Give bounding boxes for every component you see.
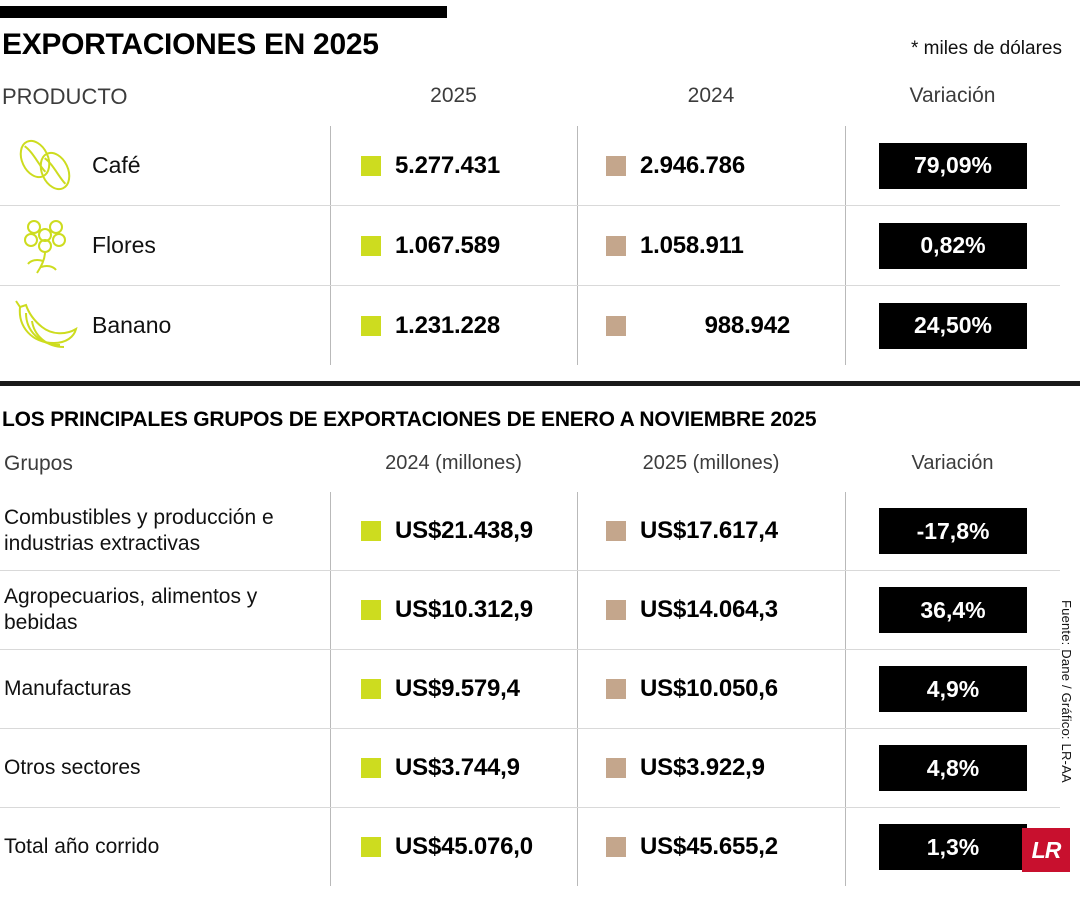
group-name: Manufacturas bbox=[4, 677, 132, 701]
status-badge: 1,3% bbox=[879, 824, 1027, 870]
value-2025: US$10.050,6 bbox=[640, 675, 778, 702]
legend-swatch-2025-icon bbox=[606, 600, 626, 620]
status-badge: 79,09% bbox=[879, 143, 1027, 189]
legend-swatch-2024-icon bbox=[361, 521, 381, 541]
banana-icon bbox=[0, 291, 92, 361]
legend-swatch-2024-icon bbox=[361, 837, 381, 857]
variation-cell bbox=[845, 286, 1060, 365]
table-row bbox=[0, 126, 1060, 205]
table-header-row bbox=[0, 84, 1060, 126]
value-2025-cell bbox=[577, 808, 845, 886]
value-2025: US$17.617,4 bbox=[640, 517, 778, 544]
top-rule bbox=[0, 6, 447, 18]
legend-swatch-2025-icon bbox=[361, 316, 381, 336]
value-2024-cell bbox=[330, 492, 577, 570]
value-2025: US$45.655,2 bbox=[640, 833, 778, 860]
group-name: Agropecuarios, alimentos y bebidas bbox=[4, 585, 258, 634]
table-row bbox=[0, 205, 1060, 285]
variation-cell bbox=[845, 206, 1060, 285]
variation-cell bbox=[845, 492, 1060, 570]
units-note: * miles de dólares bbox=[910, 38, 1062, 59]
value-2024: US$21.438,9 bbox=[395, 517, 533, 544]
column-header-groups: Grupos bbox=[4, 452, 73, 475]
column-header-product: PRODUCTO bbox=[2, 84, 128, 109]
variation-cell bbox=[845, 650, 1060, 728]
group-name: Total año corrido bbox=[4, 835, 160, 859]
value-2024-cell bbox=[330, 808, 577, 886]
column-header-2025: 2025 (millones) bbox=[642, 452, 780, 474]
flower-icon bbox=[0, 211, 92, 281]
product-cell bbox=[0, 131, 330, 201]
variation-cell bbox=[845, 571, 1060, 649]
value-2024: 2.946.786 bbox=[640, 151, 745, 179]
legend-swatch-2025-icon bbox=[606, 521, 626, 541]
page-title: EXPORTACIONES EN 2025 bbox=[2, 28, 379, 61]
legend-swatch-2024-icon bbox=[606, 316, 626, 336]
value-2024: 1.058.911 bbox=[640, 231, 744, 259]
legend-swatch-2025-icon bbox=[361, 156, 381, 176]
value-2024: 988.942 bbox=[704, 311, 790, 339]
value-2024-cell bbox=[330, 571, 577, 649]
product-name: Flores bbox=[92, 232, 156, 258]
legend-swatch-2025-icon bbox=[361, 236, 381, 256]
legend-swatch-2024-icon bbox=[606, 236, 626, 256]
value-2024-cell bbox=[330, 729, 577, 807]
lr-logo: LR bbox=[1022, 828, 1070, 872]
group-name: Otros sectores bbox=[4, 756, 141, 780]
section-title: LOS PRINCIPALES GRUPOS DE EXPORTACIONES DE ENERO A NOVIEMBRE 2025 bbox=[2, 408, 817, 431]
legend-swatch-2025-icon bbox=[606, 679, 626, 699]
export-groups-table bbox=[0, 452, 1060, 886]
column-header-2025: 2025 bbox=[430, 84, 477, 107]
legend-swatch-2024-icon bbox=[361, 758, 381, 778]
value-2025-cell bbox=[577, 729, 845, 807]
value-2025-cell bbox=[577, 492, 845, 570]
legend-swatch-2025-icon bbox=[606, 758, 626, 778]
status-badge: 0,82% bbox=[879, 223, 1027, 269]
value-2024: US$10.312,9 bbox=[395, 596, 533, 623]
column-header-variation: Variación bbox=[911, 452, 994, 474]
value-2025: 1.067.589 bbox=[395, 231, 500, 259]
value-2024-cell bbox=[330, 650, 577, 728]
legend-swatch-2024-icon bbox=[606, 156, 626, 176]
value-2024: US$9.579,4 bbox=[395, 675, 520, 702]
product-cell bbox=[0, 211, 330, 281]
value-2025-cell bbox=[330, 126, 577, 205]
value-2025: 1.231.228 bbox=[395, 311, 500, 339]
legend-swatch-2024-icon bbox=[361, 600, 381, 620]
group-name: Combustibles y producción e industrias extractivas bbox=[4, 506, 274, 555]
legend-swatch-2025-icon bbox=[606, 837, 626, 857]
value-2024: US$45.076,0 bbox=[395, 833, 533, 860]
value-2024-cell bbox=[577, 206, 845, 285]
column-header-variation: Variación bbox=[909, 84, 996, 107]
status-badge: -17,8% bbox=[879, 508, 1027, 554]
variation-cell bbox=[845, 126, 1060, 205]
product-name: Banano bbox=[92, 312, 172, 338]
status-badge: 4,9% bbox=[879, 666, 1027, 712]
value-2025-cell bbox=[577, 571, 845, 649]
value-2025: US$14.064,3 bbox=[640, 596, 778, 623]
table-row bbox=[0, 570, 1060, 649]
status-badge: 24,50% bbox=[879, 303, 1027, 349]
value-2025: 5.277.431 bbox=[395, 151, 500, 179]
product-name: Café bbox=[92, 152, 141, 178]
value-2024-cell bbox=[577, 126, 845, 205]
table-row bbox=[0, 807, 1060, 886]
header bbox=[0, 28, 1080, 72]
product-cell bbox=[0, 291, 330, 361]
exports-2025-table bbox=[0, 84, 1060, 365]
value-2024: US$3.744,9 bbox=[395, 754, 520, 781]
table-row bbox=[0, 285, 1060, 365]
column-header-2024: 2024 bbox=[687, 84, 735, 107]
table-row bbox=[0, 728, 1060, 807]
source-credit: Fuente: Dane / Gráfico: LR-AA bbox=[1059, 600, 1074, 783]
value-2025: US$3.922,9 bbox=[640, 754, 765, 781]
value-2025-cell bbox=[577, 650, 845, 728]
table-row bbox=[0, 492, 1060, 570]
column-header-2024: 2024 (millones) bbox=[385, 452, 522, 474]
status-badge: 36,4% bbox=[879, 587, 1027, 633]
value-2025-cell bbox=[330, 286, 577, 365]
table-row bbox=[0, 649, 1060, 728]
status-badge: 4,8% bbox=[879, 745, 1027, 791]
value-2024-cell bbox=[577, 286, 845, 365]
value-2025-cell bbox=[330, 206, 577, 285]
variation-cell bbox=[845, 729, 1060, 807]
table-header-row bbox=[0, 452, 1060, 492]
section-divider bbox=[0, 381, 1080, 386]
coffee-beans-icon bbox=[0, 131, 92, 201]
legend-swatch-2024-icon bbox=[361, 679, 381, 699]
